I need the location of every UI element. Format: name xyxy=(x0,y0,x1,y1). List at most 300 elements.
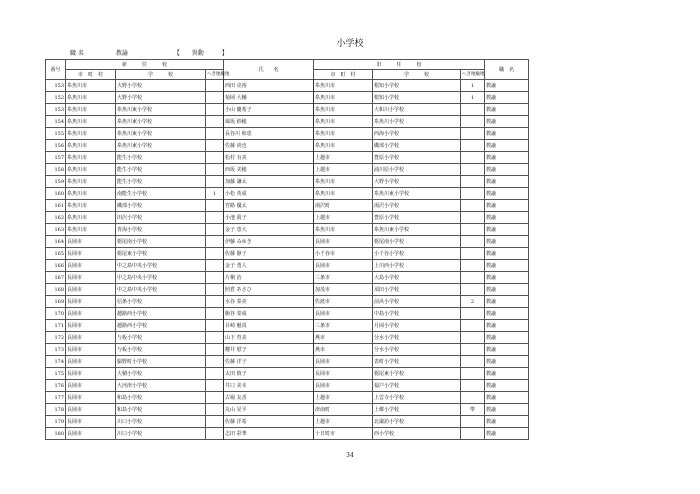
old-remote-cell xyxy=(461,188,485,200)
old-remote-cell xyxy=(461,164,485,176)
new-city-cell: 長岡市 xyxy=(66,284,116,296)
teacher-name-cell: 菊岡 大輔 xyxy=(224,92,314,104)
teacher-name-cell: 伊藤 みゆき xyxy=(224,236,314,248)
row-number: 175 xyxy=(46,368,66,380)
teacher-name-cell: 井口 美幸 xyxy=(224,380,314,392)
new-school-cell: 大積小学校 xyxy=(116,368,206,380)
table-row xyxy=(46,260,529,272)
new-school-cell: 大野小学校 xyxy=(116,80,206,92)
teacher-name-cell: 志田 彩華 xyxy=(224,428,314,440)
new-school-cell: 能生小学校 xyxy=(116,176,206,188)
new-remote-cell xyxy=(206,392,224,404)
old-remote-cell xyxy=(461,356,485,368)
old-school-cell: 糸魚川小学校 xyxy=(373,116,461,128)
header-old-remote: へき地級地 xyxy=(461,70,485,80)
new-remote-cell xyxy=(206,140,224,152)
teacher-name-cell: 風坂 紗穂 xyxy=(224,116,314,128)
new-remote-cell xyxy=(206,248,224,260)
old-city-cell: 燕市 xyxy=(314,332,373,344)
new-school-cell: 磯部小学校 xyxy=(116,200,206,212)
table-row xyxy=(46,200,529,212)
old-city-cell: 十日町市 xyxy=(314,428,373,440)
old-remote-cell xyxy=(461,308,485,320)
old-school-cell: 大野小学校 xyxy=(373,176,461,188)
old-school-cell: 西小学校 xyxy=(373,428,461,440)
new-city-cell: 長岡市 xyxy=(66,260,116,272)
new-city-cell: 糸魚川市 xyxy=(66,92,116,104)
title-cell: 教諭 xyxy=(485,200,529,212)
row-number: 179 xyxy=(46,416,66,428)
new-city-cell: 糸魚川市 xyxy=(66,80,116,92)
old-remote-cell xyxy=(461,368,485,380)
new-remote-cell xyxy=(206,332,224,344)
row-number: 166 xyxy=(46,260,66,272)
title-cell: 教諭 xyxy=(485,140,529,152)
teacher-name-cell: 水谷 泰美 xyxy=(224,296,314,308)
header-old-school-group: 旧 任 校 xyxy=(314,60,485,70)
new-school-cell: 中之島中央小学校 xyxy=(116,260,206,272)
header-title: 職 名 xyxy=(485,60,529,80)
title-cell: 教諭 xyxy=(485,404,529,416)
new-city-cell: 長岡市 xyxy=(66,392,116,404)
old-city-cell: 津南町 xyxy=(314,404,373,416)
title-cell: 教諭 xyxy=(485,260,529,272)
new-remote-cell xyxy=(206,176,224,188)
old-school-cell: 中島小学校 xyxy=(373,308,461,320)
old-city-cell: 長岡市 xyxy=(314,356,373,368)
new-school-cell: 川口小学校 xyxy=(116,428,206,440)
table-row xyxy=(46,116,529,128)
meta-label: 職 名 xyxy=(70,50,84,57)
old-city-cell: 小千谷市 xyxy=(314,248,373,260)
old-school-cell: 分水小学校 xyxy=(373,344,461,356)
old-school-cell: 大和川小学校 xyxy=(373,104,461,116)
new-city-cell: 長岡市 xyxy=(66,320,116,332)
new-school-cell: 栃尾南小学校 xyxy=(116,236,206,248)
new-remote-cell xyxy=(206,164,224,176)
teacher-name-cell: 佐藤 洋子 xyxy=(224,356,314,368)
table-row xyxy=(46,224,529,236)
new-city-cell: 糸魚川市 xyxy=(66,128,116,140)
new-remote-cell xyxy=(206,128,224,140)
row-number: 178 xyxy=(46,404,66,416)
teacher-name-cell: 加藤 謙太 xyxy=(224,176,314,188)
row-number: 170 xyxy=(46,308,66,320)
new-school-cell: 越路西小学校 xyxy=(116,320,206,332)
old-school-cell: 豊原小学校 xyxy=(373,212,461,224)
old-remote-cell xyxy=(461,212,485,224)
teacher-name-cell: 丸山 晃平 xyxy=(224,404,314,416)
row-number: 177 xyxy=(46,392,66,404)
title-cell: 教諭 xyxy=(485,380,529,392)
new-remote-cell xyxy=(206,428,224,440)
table-row xyxy=(46,392,529,404)
title-cell: 教諭 xyxy=(485,236,529,248)
title-cell: 教諭 xyxy=(485,368,529,380)
row-number: 165 xyxy=(46,248,66,260)
old-city-cell: 糸魚川市 xyxy=(314,80,373,92)
old-remote-cell xyxy=(461,248,485,260)
old-city-cell: 上越市 xyxy=(314,392,373,404)
row-number: 180 xyxy=(46,428,66,440)
new-remote-cell xyxy=(206,320,224,332)
old-city-cell: 佐渡市 xyxy=(314,296,373,308)
teacher-name-cell: 目崎 魁真 xyxy=(224,320,314,332)
new-school-cell: 田沢小学校 xyxy=(116,212,206,224)
title-cell: 教諭 xyxy=(485,428,529,440)
new-remote-cell xyxy=(206,116,224,128)
new-school-cell: 能生小学校 xyxy=(116,164,206,176)
table-row xyxy=(46,344,529,356)
old-school-cell: 磯部小学校 xyxy=(373,140,461,152)
row-number: 157 xyxy=(46,152,66,164)
old-city-cell: 糸魚川市 xyxy=(314,140,373,152)
old-school-cell: 分水小学校 xyxy=(373,332,461,344)
table-row xyxy=(46,368,529,380)
new-city-cell: 糸魚川市 xyxy=(66,116,116,128)
old-remote-cell xyxy=(461,260,485,272)
title-cell: 教諭 xyxy=(485,344,529,356)
new-remote-cell xyxy=(206,272,224,284)
old-school-cell: 湯沢小学校 xyxy=(373,200,461,212)
table-row xyxy=(46,248,529,260)
new-city-cell: 長岡市 xyxy=(66,296,116,308)
new-city-cell: 糸魚川市 xyxy=(66,140,116,152)
new-city-cell: 長岡市 xyxy=(66,332,116,344)
new-remote-cell xyxy=(206,284,224,296)
table-row xyxy=(46,92,529,104)
title-cell: 教諭 xyxy=(485,92,529,104)
teacher-name-cell: 櫻井 慰子 xyxy=(224,344,314,356)
old-remote-cell: 2 xyxy=(461,296,485,308)
old-school-cell: 月岡小学校 xyxy=(373,320,461,332)
teacher-name-cell: 山下 育美 xyxy=(224,332,314,344)
new-school-cell: 信条小学校 xyxy=(116,296,206,308)
old-remote-cell xyxy=(461,344,485,356)
old-school-cell: 上郷小学校 xyxy=(373,404,461,416)
title-cell: 教諭 xyxy=(485,284,529,296)
new-city-cell: 長岡市 xyxy=(66,416,116,428)
row-number: 171 xyxy=(46,320,66,332)
table-row xyxy=(46,212,529,224)
old-remote-cell xyxy=(461,224,485,236)
table-row xyxy=(46,308,529,320)
old-remote-cell xyxy=(461,104,485,116)
old-city-cell: 燕市 xyxy=(314,344,373,356)
new-remote-cell xyxy=(206,368,224,380)
new-remote-cell xyxy=(206,308,224,320)
new-city-cell: 長岡市 xyxy=(66,404,116,416)
table-row xyxy=(46,80,529,92)
new-remote-cell xyxy=(206,236,224,248)
new-city-cell: 糸魚川市 xyxy=(66,200,116,212)
row-number: 158 xyxy=(46,164,66,176)
meta-bracket-open: 【 xyxy=(173,50,180,57)
new-city-cell: 長岡市 xyxy=(66,248,116,260)
old-remote-cell: 準 xyxy=(461,404,485,416)
new-remote-cell xyxy=(206,224,224,236)
new-city-cell: 糸魚川市 xyxy=(66,224,116,236)
old-city-cell: 長岡市 xyxy=(314,260,373,272)
title-cell: 教諭 xyxy=(485,152,529,164)
new-remote-cell xyxy=(206,200,224,212)
teacher-name-cell: 佐藤 静子 xyxy=(224,248,314,260)
row-number: 172 xyxy=(46,332,66,344)
teacher-name-cell: 小松 英成 xyxy=(224,188,314,200)
old-city-cell: 糸魚川市 xyxy=(314,92,373,104)
new-city-cell: 糸魚川市 xyxy=(66,176,116,188)
old-school-cell: 上川西小学校 xyxy=(373,260,461,272)
header-new-school: 学 校 xyxy=(116,70,206,80)
teacher-name-cell: 金子 恵大 xyxy=(224,224,314,236)
title-cell: 教諭 xyxy=(485,332,529,344)
old-school-cell: 北諏訪小学校 xyxy=(373,416,461,428)
new-school-cell: 糸魚川東小学校 xyxy=(116,128,206,140)
old-school-cell: 大島小学校 xyxy=(373,272,461,284)
table-row xyxy=(46,296,529,308)
teacher-name-cell: 太田 慎子 xyxy=(224,368,314,380)
old-remote-cell xyxy=(461,152,485,164)
old-school-cell: 浦川原小学校 xyxy=(373,164,461,176)
table-row xyxy=(46,176,529,188)
title-cell: 教諭 xyxy=(485,188,529,200)
table-row xyxy=(46,356,529,368)
new-city-cell: 糸魚川市 xyxy=(66,152,116,164)
table-row xyxy=(46,320,529,332)
old-remote-cell xyxy=(461,284,485,296)
new-city-cell: 長岡市 xyxy=(66,356,116,368)
old-city-cell: 上越市 xyxy=(314,164,373,176)
table-row xyxy=(46,272,529,284)
old-remote-cell xyxy=(461,380,485,392)
new-remote-cell xyxy=(206,404,224,416)
table-row xyxy=(46,284,529,296)
new-school-cell: 大野小学校 xyxy=(116,92,206,104)
new-remote-cell xyxy=(206,344,224,356)
old-remote-cell xyxy=(461,320,485,332)
title-cell: 教諭 xyxy=(485,392,529,404)
new-city-cell: 長岡市 xyxy=(66,368,116,380)
teacher-name-cell: 西坂 美穂 xyxy=(224,164,314,176)
row-number: 168 xyxy=(46,284,66,296)
teacher-name-cell: 佐藤 尚也 xyxy=(224,140,314,152)
title-cell: 教諭 xyxy=(485,272,529,284)
old-city-cell: 三条市 xyxy=(314,320,373,332)
teacher-name-cell: 駒谷 泰成 xyxy=(224,308,314,320)
table-row xyxy=(46,152,529,164)
old-school-cell: 上雲寺小学校 xyxy=(373,392,461,404)
row-number: 167 xyxy=(46,272,66,284)
old-school-cell: 栃尾東小学校 xyxy=(373,368,461,380)
teacher-name-cell: 小池 眞子 xyxy=(224,212,314,224)
table-row xyxy=(46,428,529,440)
old-school-cell: 西海小学校 xyxy=(373,128,461,140)
new-school-cell: 糸魚川東小学校 xyxy=(116,104,206,116)
new-school-cell: 和島小学校 xyxy=(116,404,206,416)
row-number: 160 xyxy=(46,188,66,200)
new-school-cell: 与板小学校 xyxy=(116,332,206,344)
new-city-cell: 長岡市 xyxy=(66,344,116,356)
old-city-cell: 糸魚川市 xyxy=(314,116,373,128)
old-city-cell: 糸魚川市 xyxy=(314,176,373,188)
table-row xyxy=(46,164,529,176)
header-new-school-group: 新 任 校 xyxy=(66,60,224,70)
new-remote-cell xyxy=(206,260,224,272)
teacher-name-cell: 佐藤 洋希 xyxy=(224,416,314,428)
teacher-name-cell: 金子 勇人 xyxy=(224,260,314,272)
row-number: 169 xyxy=(46,296,66,308)
row-number: 156 xyxy=(46,140,66,152)
page-number: 34 xyxy=(346,452,354,459)
new-school-cell: 脇野町小学校 xyxy=(116,356,206,368)
teacher-name-cell: 長谷川 和恵 xyxy=(224,128,314,140)
table-row xyxy=(46,188,529,200)
title-cell: 教諭 xyxy=(485,164,529,176)
table-body xyxy=(46,80,529,440)
new-remote-cell xyxy=(206,356,224,368)
title-cell: 教諭 xyxy=(485,248,529,260)
old-school-cell: 根知小学校 xyxy=(373,92,461,104)
title-cell: 教諭 xyxy=(485,80,529,92)
header-name: 氏 名 xyxy=(224,60,314,80)
old-school-cell: 前浜小学校 xyxy=(373,296,461,308)
old-remote-cell xyxy=(461,200,485,212)
old-city-cell: 三条市 xyxy=(314,272,373,284)
new-school-cell: 越路西小学校 xyxy=(116,308,206,320)
new-school-cell: 中之島中央小学校 xyxy=(116,284,206,296)
old-remote-cell xyxy=(461,128,485,140)
row-number: 153 xyxy=(46,80,66,92)
old-city-cell: 上越市 xyxy=(314,212,373,224)
old-remote-cell: 1 xyxy=(461,80,485,92)
old-city-cell: 上越市 xyxy=(314,152,373,164)
row-number: 174 xyxy=(46,356,66,368)
old-remote-cell: 1 xyxy=(461,92,485,104)
position-meta xyxy=(70,48,228,57)
old-school-cell: 須田小学校 xyxy=(373,284,461,296)
title-cell: 教諭 xyxy=(485,116,529,128)
new-remote-cell xyxy=(206,296,224,308)
teacher-name-cell: 西田 克裕 xyxy=(224,80,314,92)
table-row xyxy=(46,380,529,392)
title-cell: 教諭 xyxy=(485,212,529,224)
teacher-name-cell: 松村 有美 xyxy=(224,152,314,164)
new-city-cell: 糸魚川市 xyxy=(66,164,116,176)
new-remote-cell xyxy=(206,212,224,224)
header-no: 番号 xyxy=(46,60,66,80)
old-school-cell: 小千谷小学校 xyxy=(373,248,461,260)
title-cell: 教諭 xyxy=(485,128,529,140)
table-row xyxy=(46,404,529,416)
old-remote-cell xyxy=(461,236,485,248)
teacher-name-cell: 宮路 優太 xyxy=(224,200,314,212)
old-city-cell: 長岡市 xyxy=(314,368,373,380)
old-city-cell: 湯沢町 xyxy=(314,200,373,212)
old-school-cell: 糸魚川東小学校 xyxy=(373,188,461,200)
meta-category: 異動 xyxy=(191,50,204,57)
old-school-cell: 糸魚川東小学校 xyxy=(373,224,461,236)
new-city-cell: 長岡市 xyxy=(66,428,116,440)
title-cell: 教諭 xyxy=(485,104,529,116)
old-remote-cell xyxy=(461,176,485,188)
title-cell: 教諭 xyxy=(485,356,529,368)
old-remote-cell xyxy=(461,428,485,440)
new-school-cell: 栃尾東小学校 xyxy=(116,248,206,260)
table-row xyxy=(46,236,529,248)
table-row xyxy=(46,332,529,344)
new-school-cell: 与板小学校 xyxy=(116,344,206,356)
new-city-cell: 糸魚川市 xyxy=(66,212,116,224)
new-school-cell: 和島小学校 xyxy=(116,392,206,404)
old-city-cell: 上越市 xyxy=(314,416,373,428)
old-city-cell: 糸魚川市 xyxy=(314,128,373,140)
row-number: 159 xyxy=(46,176,66,188)
row-number: 176 xyxy=(46,380,66,392)
header-new-remote: へき地級地 xyxy=(206,70,224,80)
new-remote-cell xyxy=(206,92,224,104)
page-title: 小学校 xyxy=(336,39,364,49)
table-row xyxy=(46,128,529,140)
table-row xyxy=(46,416,529,428)
new-remote-cell xyxy=(206,416,224,428)
old-city-cell: 長岡市 xyxy=(314,236,373,248)
new-remote-cell xyxy=(206,152,224,164)
row-number: 152 xyxy=(46,92,66,104)
row-number: 173 xyxy=(46,344,66,356)
old-remote-cell xyxy=(461,116,485,128)
old-city-cell: 長岡市 xyxy=(314,308,373,320)
old-remote-cell xyxy=(461,140,485,152)
old-city-cell: 糸魚川市 xyxy=(314,104,373,116)
old-city-cell: 長岡市 xyxy=(314,380,373,392)
header-new-city: 市 町 村 xyxy=(66,70,116,80)
old-remote-cell xyxy=(461,272,485,284)
new-city-cell: 長岡市 xyxy=(66,308,116,320)
new-city-cell: 糸魚川市 xyxy=(66,188,116,200)
title-cell: 教諭 xyxy=(485,176,529,188)
teacher-name-cell: 片桐 治 xyxy=(224,272,314,284)
header-old-school: 学 校 xyxy=(373,70,461,80)
old-school-cell: 豊原小学校 xyxy=(373,152,461,164)
old-school-cell: 福戸小学校 xyxy=(373,380,461,392)
old-school-cell: 表町小学校 xyxy=(373,356,461,368)
teacher-name-cell: 古堀 友香 xyxy=(224,392,314,404)
new-remote-cell xyxy=(206,380,224,392)
old-school-cell: 栃尾南小学校 xyxy=(373,236,461,248)
row-number: 164 xyxy=(46,236,66,248)
old-city-cell: 糸魚川市 xyxy=(314,188,373,200)
new-school-cell: 大河津小学校 xyxy=(116,380,206,392)
new-school-cell: 南能生小学校 xyxy=(116,188,206,200)
title-cell: 教諭 xyxy=(485,296,529,308)
header-old-city: 市 町 村 xyxy=(314,70,373,80)
title-cell: 教諭 xyxy=(485,416,529,428)
old-city-cell: 加茂市 xyxy=(314,284,373,296)
new-remote-cell xyxy=(206,80,224,92)
row-number: 155 xyxy=(46,128,66,140)
table-row xyxy=(46,140,529,152)
transfer-table xyxy=(45,59,529,440)
old-school-cell: 根知小学校 xyxy=(373,80,461,92)
meta-bracket-close: 】 xyxy=(221,50,228,57)
row-number: 154 xyxy=(46,116,66,128)
new-remote-cell xyxy=(206,104,224,116)
new-school-cell: 糸魚川東小学校 xyxy=(116,140,206,152)
row-number: 153 xyxy=(46,104,66,116)
new-city-cell: 長岡市 xyxy=(66,380,116,392)
new-city-cell: 長岡市 xyxy=(66,272,116,284)
new-school-cell: 糸魚川東小学校 xyxy=(116,116,206,128)
